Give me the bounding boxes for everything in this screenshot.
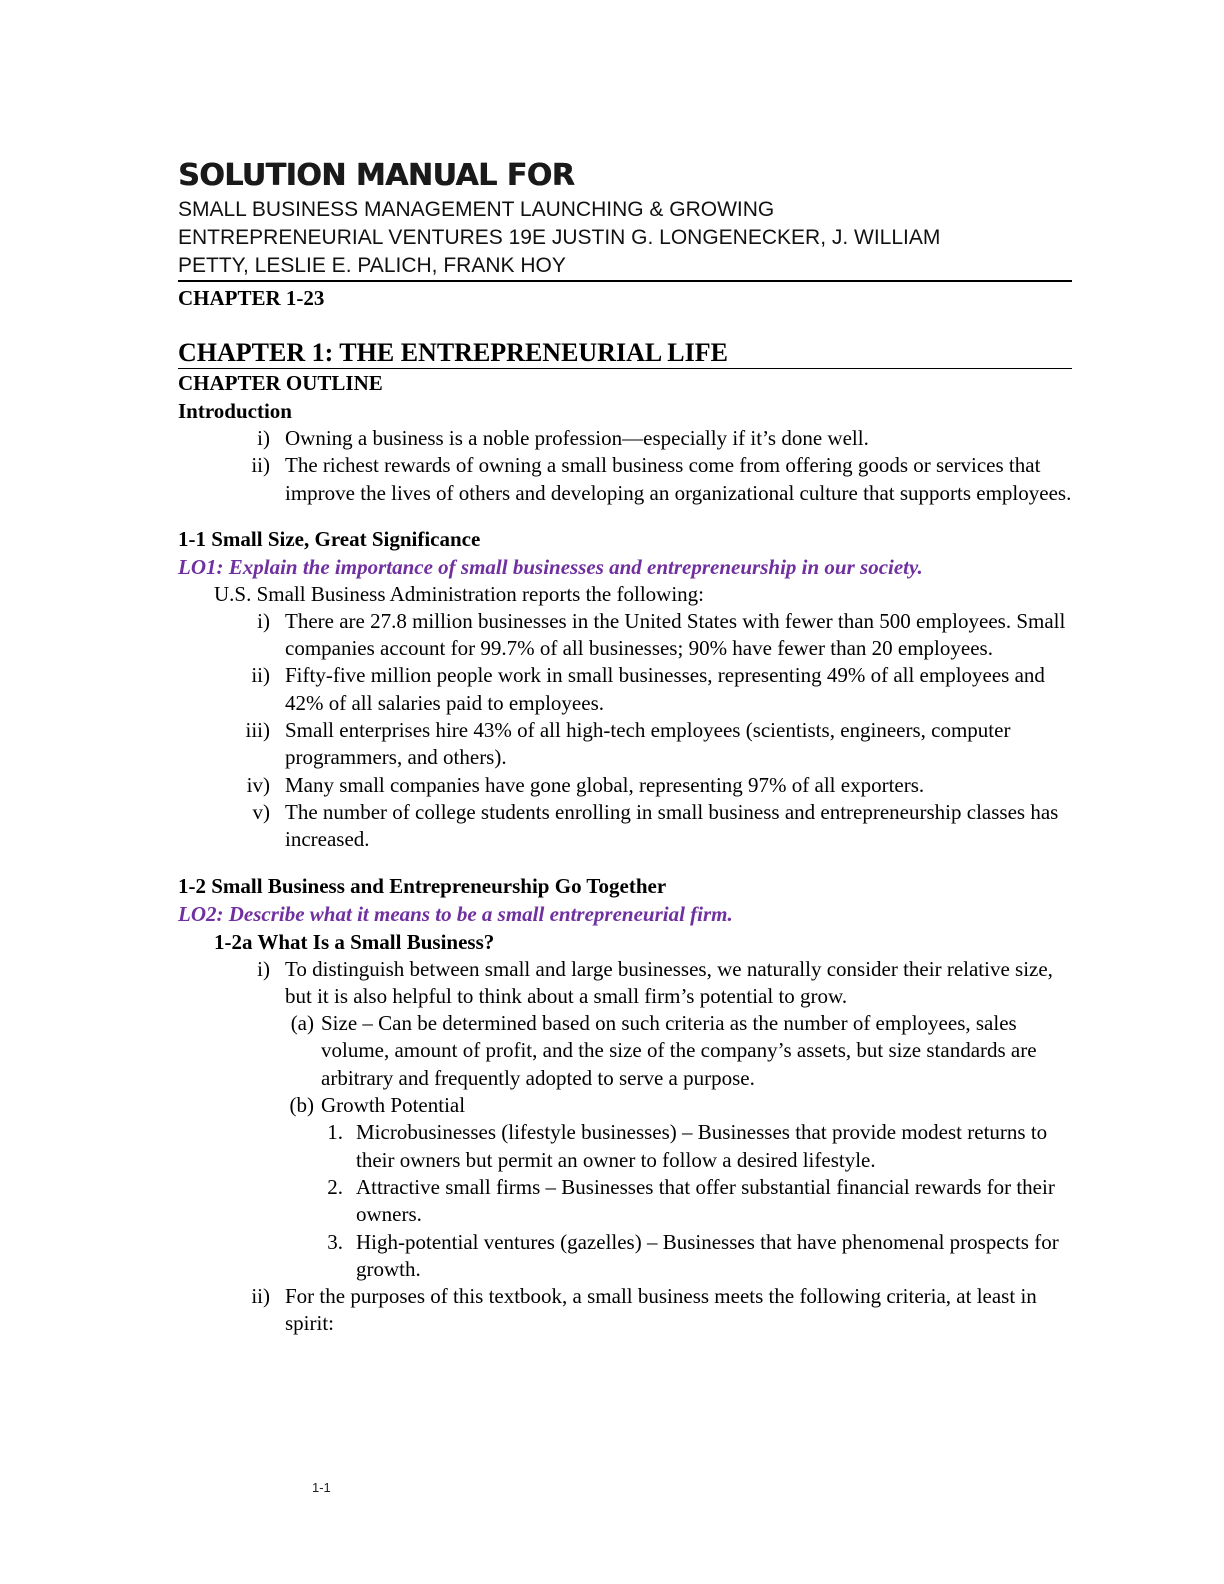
list-item (178, 1092, 1072, 1119)
list-item-text: Small enterprises hire 43% of all high-tech employees (scientists, engineers, computer programmers, and others). (285, 718, 1011, 770)
list-item (178, 956, 1072, 1011)
list-item (178, 717, 1072, 772)
list-item-number: ii) (251, 663, 270, 688)
page-number: 1-1 (312, 1480, 331, 1495)
list-item (178, 608, 1072, 663)
list-item (178, 799, 1072, 854)
subsection-heading: 1-2a What Is a Small Business? (214, 929, 495, 954)
book-title-line-3: PETTY, LESLIE E. PALICH, FRANK HOY (178, 252, 1072, 282)
section-lead: U.S. Small Business Administration reports the following: (214, 581, 704, 606)
list-item-text: The number of college students enrolling in small business and entrepreneurship classes has increased. (285, 799, 1059, 852)
list-item (178, 1229, 1072, 1284)
list-item (178, 1010, 1072, 1092)
list-item-text: To distinguish between small and large businesses, we naturally consider their relative size, but it is also helpful to think about a small firm’s potential to grow. (285, 956, 1053, 1008)
section-heading: 1-1 Small Size, Great Significance (178, 526, 481, 551)
list-item-text: Fifty-five million people work in small businesses, representing 49% of all employees and 42% of all salaries paid to employees. (285, 663, 1045, 715)
list-item-text: For the purposes of this textbook, a small business meets the following criteria, at least in spirit: (285, 1284, 1037, 1336)
list-item (178, 1174, 1072, 1229)
list-item (178, 772, 1072, 799)
list-item (178, 662, 1072, 717)
chapter-outline-label: CHAPTER OUTLINE (178, 371, 383, 395)
list-item-number: (b) (289, 1093, 314, 1118)
book-title-line-2: ENTREPRENEURIAL VENTURES 19E JUSTIN G. LONGENECKER, J. WILLIAM (178, 226, 941, 249)
list-item-number: v) (252, 799, 270, 824)
list-item-number: iv) (246, 772, 270, 797)
chapter-range: CHAPTER 1-23 (178, 286, 325, 310)
list-item-number: (a) (290, 1011, 314, 1036)
learning-objective: LO2: Describe what it means to be a small entrepreneurial firm. (178, 901, 733, 926)
list-item-text: Growth Potential (321, 1093, 466, 1118)
list-item-text: Owning a business is a noble profession—especially if it’s done well. (285, 426, 869, 450)
list-item-number: ii) (251, 453, 270, 478)
introduction-heading: Introduction (178, 399, 292, 423)
list-item-number: i) (257, 426, 270, 450)
page-content (178, 156, 1072, 1338)
list-item-text: There are 27.8 million businesses in the United States with fewer than 500 employees. Small companies account for 99.7% of all businesses; 90% have fewer than 20 employees. (285, 608, 1066, 661)
list-item-number: 3. (327, 1229, 343, 1254)
list-item (178, 1283, 1072, 1338)
list-item-text: The richest rewards of owning a small business come from offering goods or services that improve the lives of others and developing an organizational culture that supports employees. (285, 453, 1072, 505)
list-item-number: 2. (327, 1174, 343, 1199)
list-item-number: i) (257, 608, 270, 633)
learning-objective: LO1: Explain the importance of small businesses and entrepreneurship in our society. (178, 554, 923, 579)
list-item-number: i) (257, 956, 270, 981)
list-item (178, 1119, 1072, 1174)
list-item (178, 425, 1072, 452)
list-item-number: ii) (251, 1284, 270, 1309)
list-item-number: 1. (327, 1120, 343, 1145)
book-title-line-1: SMALL BUSINESS MANAGEMENT LAUNCHING & GROWING (178, 198, 775, 221)
list-item-text: Size – Can be determined based on such criteria as the number of employees, sales volume, amount of profit, and the size of the company’s assets, but size standards are arbitrary and frequently adopted to serve a purpose. (321, 1011, 1037, 1090)
list-item (178, 452, 1072, 507)
list-item-number: iii) (245, 718, 270, 743)
list-item-text: Many small companies have gone global, representing 97% of all exporters. (285, 772, 925, 797)
list-item-text: High-potential ventures (gazelles) – Businesses that have phenomenal prospects for growth. (356, 1229, 1059, 1281)
list-item-text: Microbusinesses (lifestyle businesses) – Businesses that provide modest returns to their owners but permit an owner to follow a desired lifestyle. (356, 1120, 1048, 1172)
section-heading: 1-2 Small Business and Entrepreneurship Go Together (178, 873, 667, 898)
chapter-title: CHAPTER 1: THE ENTREPRENEURIAL LIFE (178, 338, 1072, 369)
list-item-text: Attractive small firms – Businesses that offer substantial financial rewards for their owners. (356, 1174, 1055, 1227)
manual-title: SOLUTION MANUAL FOR (178, 158, 575, 193)
